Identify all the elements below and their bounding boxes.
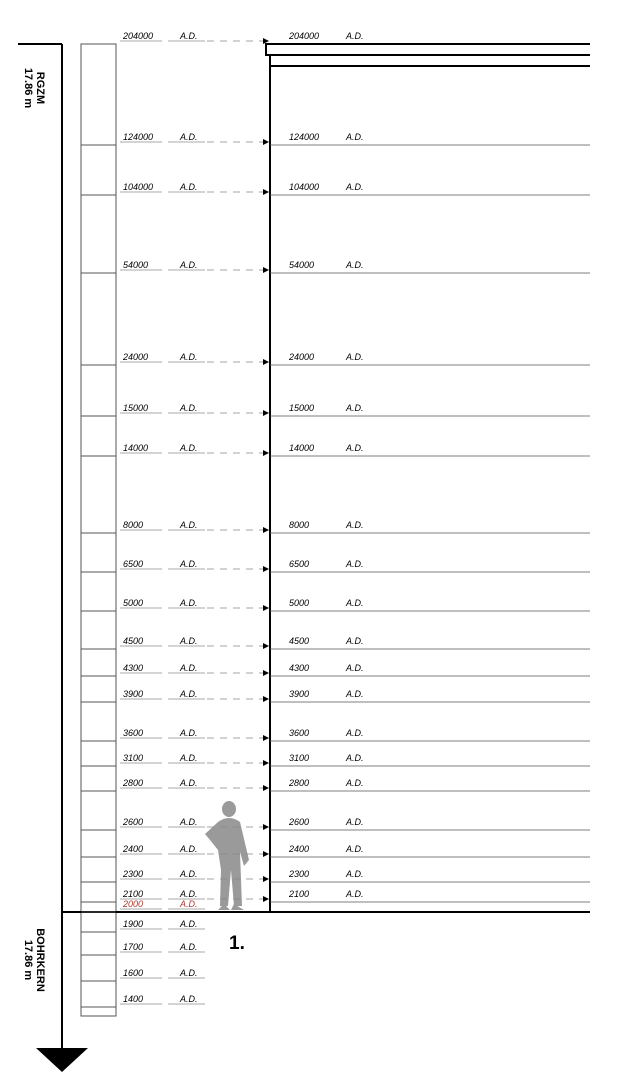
year-label: 204000 bbox=[123, 31, 154, 41]
right-era-label: A.D. bbox=[346, 598, 364, 608]
connector-arrow bbox=[263, 410, 269, 416]
right-year-label: 104000 bbox=[289, 182, 320, 192]
year-label: 1400 bbox=[123, 994, 144, 1004]
year-label: 1700 bbox=[123, 942, 144, 952]
bottom-axis-label-name: BOHRKERN bbox=[34, 928, 46, 992]
era-label: A.D. bbox=[180, 728, 198, 738]
era-label: A.D. bbox=[180, 31, 198, 41]
connector-arrow bbox=[263, 851, 269, 857]
right-year-label: 54000 bbox=[289, 260, 315, 270]
era-label: A.D. bbox=[180, 636, 198, 646]
era-label: A.D. bbox=[180, 817, 198, 827]
top-axis-label-depth: 17.86 m bbox=[22, 67, 34, 109]
era-label: A.D. bbox=[180, 778, 198, 788]
year-label: 2400 bbox=[123, 844, 144, 854]
right-year-label: 6500 bbox=[289, 559, 310, 569]
era-label: A.D. bbox=[180, 598, 198, 608]
connector-arrow bbox=[263, 527, 269, 533]
era-label: A.D. bbox=[180, 443, 198, 453]
right-year-label: 2400 bbox=[289, 844, 310, 854]
right-era-label: A.D. bbox=[346, 443, 364, 453]
connector-arrow bbox=[263, 760, 269, 766]
right-era-label: A.D. bbox=[346, 520, 364, 530]
year-label: 14000 bbox=[123, 443, 149, 453]
era-label: A.D. bbox=[180, 403, 198, 413]
right-era-label: A.D. bbox=[346, 260, 364, 270]
right-era-label: A.D. bbox=[346, 844, 364, 854]
era-label: A.D. bbox=[180, 663, 198, 673]
connector-arrow bbox=[263, 189, 269, 195]
connector-arrow bbox=[263, 359, 269, 365]
right-year-label: 24000 bbox=[289, 352, 315, 362]
bottom-axis-label bbox=[22, 928, 46, 992]
right-year-label: 2100 bbox=[289, 889, 310, 899]
year-label: 2300 bbox=[123, 869, 144, 879]
core-column bbox=[81, 44, 116, 1016]
person-silhouette-icon bbox=[205, 801, 249, 910]
year-label: 2800 bbox=[123, 778, 144, 788]
era-label: A.D. bbox=[180, 942, 198, 952]
right-era-label: A.D. bbox=[346, 778, 364, 788]
right-year-label: 124000 bbox=[289, 132, 320, 142]
right-year-label: 5000 bbox=[289, 598, 310, 608]
right-era-label: A.D. bbox=[346, 132, 364, 142]
right-era-label: A.D. bbox=[346, 753, 364, 763]
connector-arrow bbox=[263, 896, 269, 902]
year-label: 4300 bbox=[123, 663, 144, 673]
right-era-label: A.D. bbox=[346, 869, 364, 879]
right-year-label: 2800 bbox=[289, 778, 310, 788]
main-axis-arrow bbox=[36, 1048, 88, 1072]
connector-arrow bbox=[263, 267, 269, 273]
year-label: 54000 bbox=[123, 260, 149, 270]
right-era-label: A.D. bbox=[346, 817, 364, 827]
right-era-label: A.D. bbox=[346, 728, 364, 738]
era-label: A.D. bbox=[180, 520, 198, 530]
year-label: 15000 bbox=[123, 403, 149, 413]
era-label: A.D. bbox=[180, 844, 198, 854]
right-year-label: 8000 bbox=[289, 520, 310, 530]
right-year-label: 3100 bbox=[289, 753, 310, 763]
right-era-label: A.D. bbox=[346, 31, 364, 41]
era-label: A.D. bbox=[180, 889, 198, 899]
right-era-label: A.D. bbox=[346, 559, 364, 569]
era-label: A.D. bbox=[180, 753, 198, 763]
connector-arrow bbox=[263, 785, 269, 791]
era-label: A.D. bbox=[180, 899, 198, 909]
top-axis-label-name: RGZM bbox=[34, 71, 46, 105]
right-era-label: A.D. bbox=[346, 663, 364, 673]
year-label: 3100 bbox=[123, 753, 144, 763]
right-era-label: A.D. bbox=[346, 352, 364, 362]
right-era-label: A.D. bbox=[346, 636, 364, 646]
connector-arrow bbox=[263, 605, 269, 611]
era-label: A.D. bbox=[180, 994, 198, 1004]
era-label: A.D. bbox=[180, 968, 198, 978]
year-label: 1600 bbox=[123, 968, 144, 978]
era-label: A.D. bbox=[180, 260, 198, 270]
marker-label: 1. bbox=[229, 933, 245, 954]
year-label: 2600 bbox=[123, 817, 144, 827]
connector-arrow bbox=[263, 735, 269, 741]
right-era-label: A.D. bbox=[346, 182, 364, 192]
year-label: 2000 bbox=[123, 899, 144, 909]
bottom-axis-label-depth: 17.86 m bbox=[22, 939, 34, 981]
era-label: A.D. bbox=[180, 559, 198, 569]
connector-arrow bbox=[263, 876, 269, 882]
right-year-label: 3900 bbox=[289, 689, 310, 699]
connector-arrow bbox=[263, 139, 269, 145]
right-era-label: A.D. bbox=[346, 889, 364, 899]
right-year-label: 4500 bbox=[289, 636, 310, 646]
connector-arrow bbox=[263, 696, 269, 702]
year-label: 3600 bbox=[123, 728, 144, 738]
right-era-label: A.D. bbox=[346, 403, 364, 413]
year-label: 3900 bbox=[123, 689, 144, 699]
connector-arrow bbox=[263, 670, 269, 676]
top-axis-label bbox=[22, 68, 46, 108]
era-label: A.D. bbox=[180, 132, 198, 142]
right-year-label: 204000 bbox=[289, 31, 320, 41]
year-label: 5000 bbox=[123, 598, 144, 608]
right-era-label: A.D. bbox=[346, 689, 364, 699]
right-year-label: 4300 bbox=[289, 663, 310, 673]
year-label: 4500 bbox=[123, 636, 144, 646]
era-label: A.D. bbox=[180, 869, 198, 879]
right-year-label: 2600 bbox=[289, 817, 310, 827]
era-label: A.D. bbox=[180, 182, 198, 192]
era-label: A.D. bbox=[180, 919, 198, 929]
era-label: A.D. bbox=[180, 352, 198, 362]
year-label: 24000 bbox=[123, 352, 149, 362]
era-label: A.D. bbox=[180, 689, 198, 699]
year-label: 6500 bbox=[123, 559, 144, 569]
right-year-label: 14000 bbox=[289, 443, 315, 453]
year-label: 124000 bbox=[123, 132, 154, 142]
year-label: 2100 bbox=[123, 889, 144, 899]
year-label: 104000 bbox=[123, 182, 154, 192]
connector-arrow bbox=[263, 643, 269, 649]
right-year-label: 3600 bbox=[289, 728, 310, 738]
right-year-label: 2300 bbox=[289, 869, 310, 879]
year-label: 8000 bbox=[123, 520, 144, 530]
connector-arrow bbox=[263, 450, 269, 456]
connector-arrow bbox=[263, 566, 269, 572]
connector-arrow bbox=[263, 824, 269, 830]
year-label: 1900 bbox=[123, 919, 144, 929]
right-year-label: 15000 bbox=[289, 403, 315, 413]
